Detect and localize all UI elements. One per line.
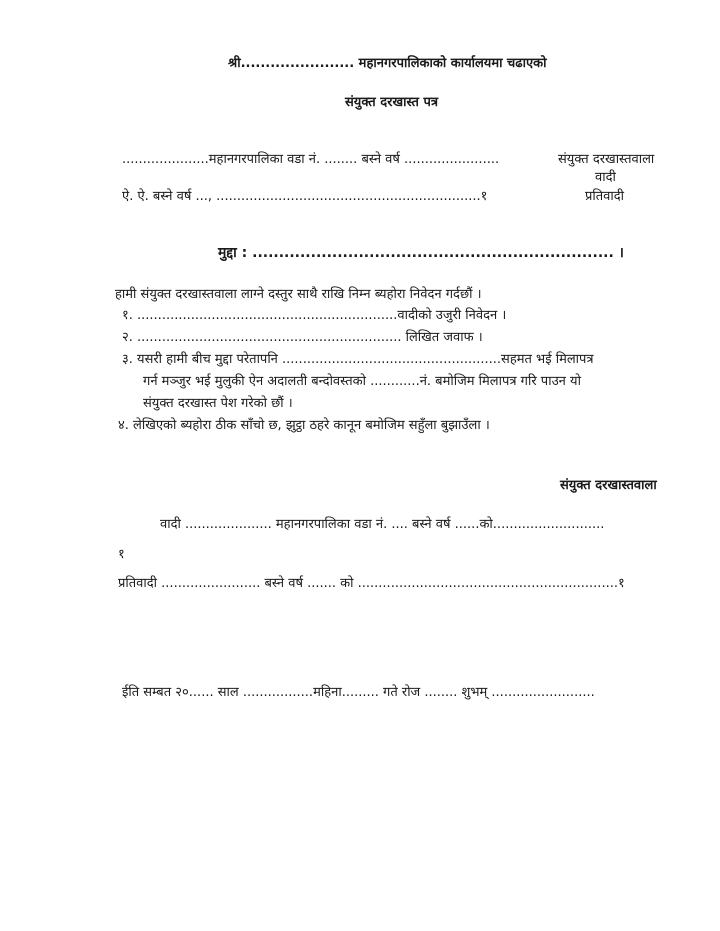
party-line-2: ऐ. ऐ. बस्ने वर्ष ..., ................................................................१ — [122, 189, 488, 204]
signature-plaintiff-count: १ — [118, 547, 125, 562]
list-item-4: ४. लेखिएको ब्यहोरा ठीक साँचो छ, झुट्ठा ठहरे कानून बमोजिम सहुँला बुझाउँला । — [118, 418, 490, 433]
signature-plaintiff-line: वादी ..................... महानगरपालिका वडा नं. .... बस्ने वर्ष ......को........................... — [160, 517, 605, 532]
addressed-to: श्री....................... महानगरपालिकाको कार्यालयमा चढाएको — [228, 56, 547, 71]
intro-paragraph: हामी संयुक्त दरखास्तवाला लाग्ने दस्तुर साथै राखि निम्न ब्यहोरा निवेदन गर्दछौं । — [115, 287, 482, 302]
date-line: ईति सम्बत २०...... साल .................महिना......... गते रोज ........ शुभम् ......................... — [122, 685, 595, 700]
list-item-3-line-1: ३. यसरी हामी बीच मुद्दा परेतापनि .....................................................सहमत भई मिलापत्र — [122, 352, 594, 367]
signature-heading: संयुक्त दरखास्तवाला — [560, 478, 657, 493]
party-role-defendant: प्रतिवादी — [585, 189, 625, 204]
party-role-joint: संयुक्त दरखास्तवाला — [558, 152, 655, 167]
case-label: मुद्दा : .................................................................... । — [218, 245, 624, 261]
party-line-1: .....................महानगरपालिका वडा नं. ........ बस्ने वर्ष ....................... — [122, 152, 500, 167]
signature-defendant-line: प्रतिवादी ........................ बस्ने वर्ष ....... को ...............................................................१ — [118, 576, 625, 591]
list-item-3-line-2: गर्न मञ्जुर भई मुलुकी ऐन अदालती बन्दोवस्तको ............नं. बमोजिम मिलापत्र गरि पाउन यो — [143, 374, 581, 389]
list-item-2: २. ................................................................ लिखित जवाफ । — [122, 330, 483, 345]
list-item-1: १. ...............................................................वादीको उजुरी निवेदन । — [122, 308, 507, 323]
list-item-3-line-3: संयुक्त दरखास्त पेश गरेको छौं । — [143, 396, 293, 411]
party-role-plaintiff: वादी — [595, 170, 616, 185]
page-title: संयुक्त दरखास्त पत्र — [345, 95, 439, 110]
